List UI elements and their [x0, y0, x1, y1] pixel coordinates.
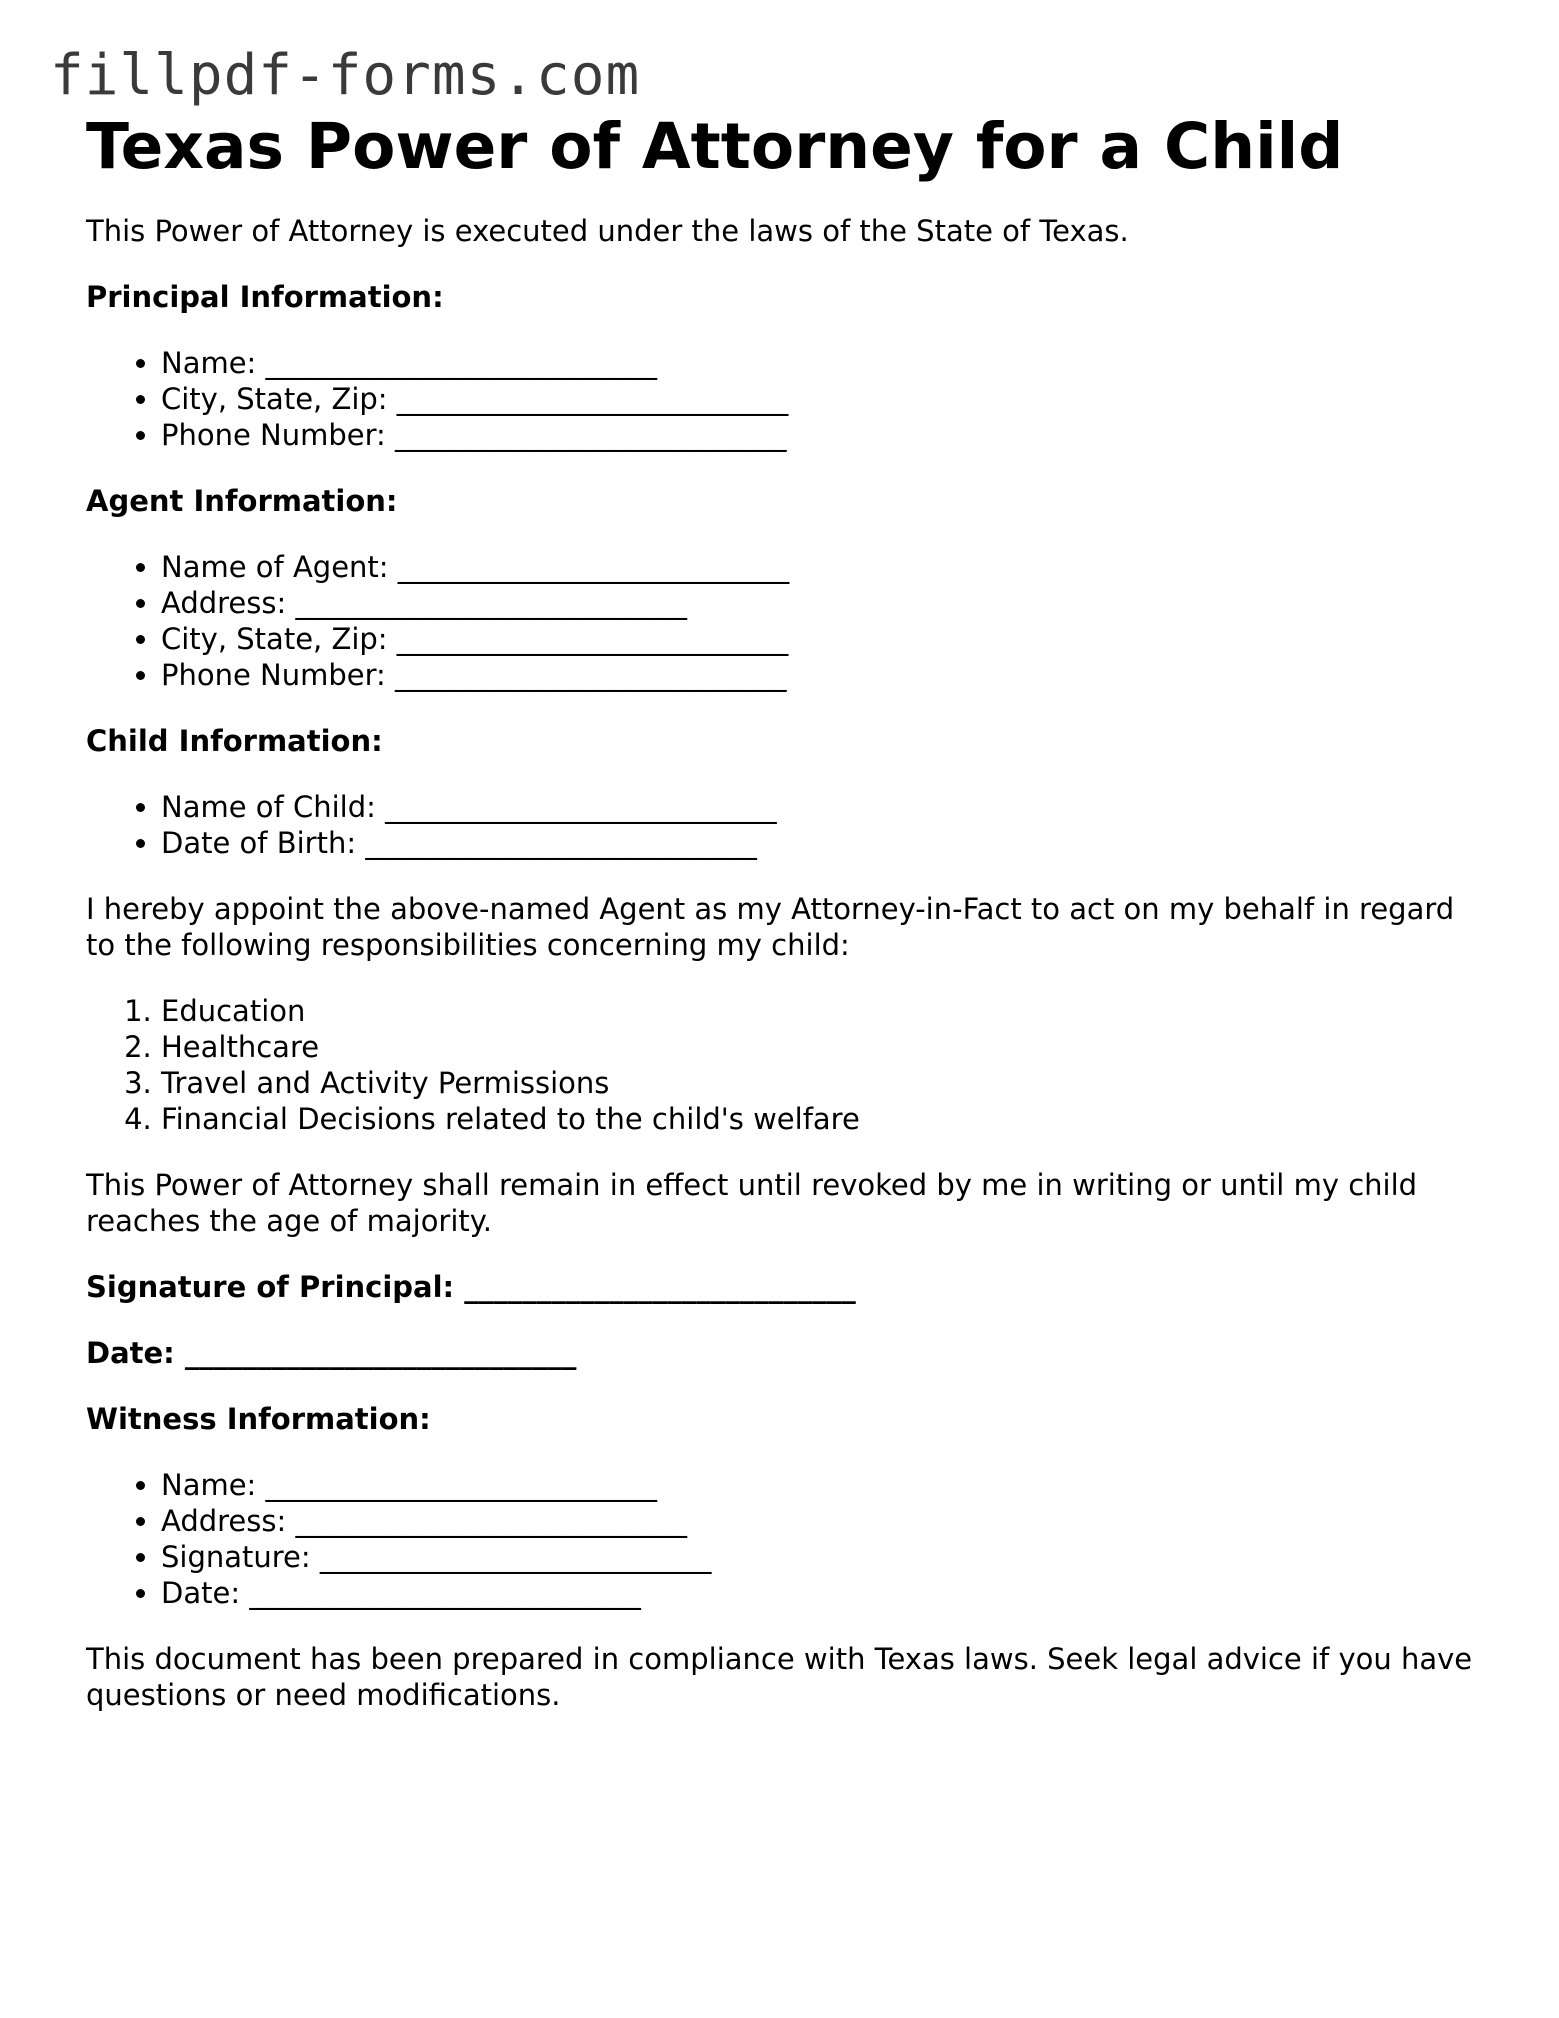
agent-address-field	[161, 585, 1486, 621]
closing-text: This document has been prepared in compliance with Texas laws. Seek legal advice if you have questions or need modifications.	[86, 1642, 1473, 1713]
child-name-field	[161, 789, 1486, 825]
witness-signature-field	[161, 1539, 1486, 1575]
field-blank[interactable]: ___________________________	[385, 790, 777, 825]
field-blank[interactable]: ___________________________	[295, 586, 687, 621]
principal-heading: Principal Information:	[86, 280, 444, 315]
child-heading: Child Information:	[86, 724, 383, 759]
field-label: Name of Child:	[161, 790, 376, 825]
date-label: Date:	[86, 1336, 175, 1371]
field-label: Date of Birth:	[161, 826, 357, 861]
agent-fields	[86, 549, 1486, 693]
field-blank[interactable]: ___________________________	[365, 826, 757, 861]
appointment-text: I hereby appoint the above-named Agent as my Attorney-in-Fact to act on my behalf in regard to the following responsibilities concerning my child:	[86, 892, 1455, 963]
field-label: Phone Number:	[161, 418, 386, 453]
document-page	[86, 112, 1486, 1713]
watermark: fillpdf-forms.com	[50, 43, 641, 108]
signature-line	[86, 1269, 1486, 1305]
field-blank[interactable]: ___________________________	[397, 550, 790, 585]
field-blank[interactable]: ___________________________	[396, 622, 789, 657]
responsibility-item: 4. Financial Decisions related to the child's welfare	[161, 1101, 1486, 1137]
witness-date-field	[161, 1575, 1486, 1611]
field-label: City, State, Zip:	[161, 622, 388, 657]
responsibilities-list	[86, 993, 1486, 1137]
field-label: Name:	[161, 1468, 257, 1503]
date-line	[86, 1335, 1486, 1371]
field-blank[interactable]: ___________________________	[396, 382, 789, 417]
date-blank[interactable]: ___________________________	[184, 1336, 577, 1371]
witness-name-field	[161, 1467, 1486, 1503]
duration-text: This Power of Attorney shall remain in effect until revoked by me in writing or until my child reaches the age of majority.	[86, 1168, 1418, 1239]
witness-fields	[86, 1467, 1486, 1611]
field-blank[interactable]: ___________________________	[395, 658, 787, 693]
child-dob-field	[161, 825, 1486, 861]
field-blank[interactable]: ___________________________	[265, 1468, 658, 1503]
witness-address-field	[161, 1503, 1486, 1539]
field-label: Signature:	[161, 1540, 311, 1575]
field-label: Date:	[161, 1576, 241, 1611]
field-label: Address:	[161, 1504, 287, 1539]
field-label: Name:	[161, 346, 257, 381]
field-label: Address:	[161, 586, 287, 621]
signature-label: Signature of Principal:	[86, 1270, 455, 1305]
principal-name-field	[161, 345, 1486, 381]
agent-name-field	[161, 549, 1486, 585]
field-blank[interactable]: ___________________________	[395, 418, 787, 453]
principal-phone-field	[161, 417, 1486, 453]
agent-phone-field	[161, 657, 1486, 693]
agent-city-field	[161, 621, 1486, 657]
field-label: Phone Number:	[161, 658, 386, 693]
agent-heading: Agent Information:	[86, 484, 398, 519]
responsibility-item: 3. Travel and Activity Permissions	[161, 1065, 1486, 1101]
intro-text: This Power of Attorney is executed under the laws of the State of Texas.	[86, 214, 1129, 249]
signature-blank[interactable]: ___________________________	[464, 1270, 856, 1305]
responsibility-item: 2. Healthcare	[161, 1029, 1486, 1065]
page-title: Texas Power of Attorney for a Child	[86, 110, 1344, 183]
field-blank[interactable]: ___________________________	[319, 1540, 712, 1575]
field-blank[interactable]: ___________________________	[295, 1504, 687, 1539]
responsibility-item: 1. Education	[161, 993, 1486, 1029]
principal-fields	[86, 345, 1486, 453]
field-label: City, State, Zip:	[161, 382, 388, 417]
witness-heading: Witness Information:	[86, 1402, 431, 1437]
field-blank[interactable]: ___________________________	[265, 346, 658, 381]
field-label: Name of Agent:	[161, 550, 389, 585]
principal-city-field	[161, 381, 1486, 417]
field-blank[interactable]: ___________________________	[249, 1576, 641, 1611]
child-fields	[86, 789, 1486, 861]
